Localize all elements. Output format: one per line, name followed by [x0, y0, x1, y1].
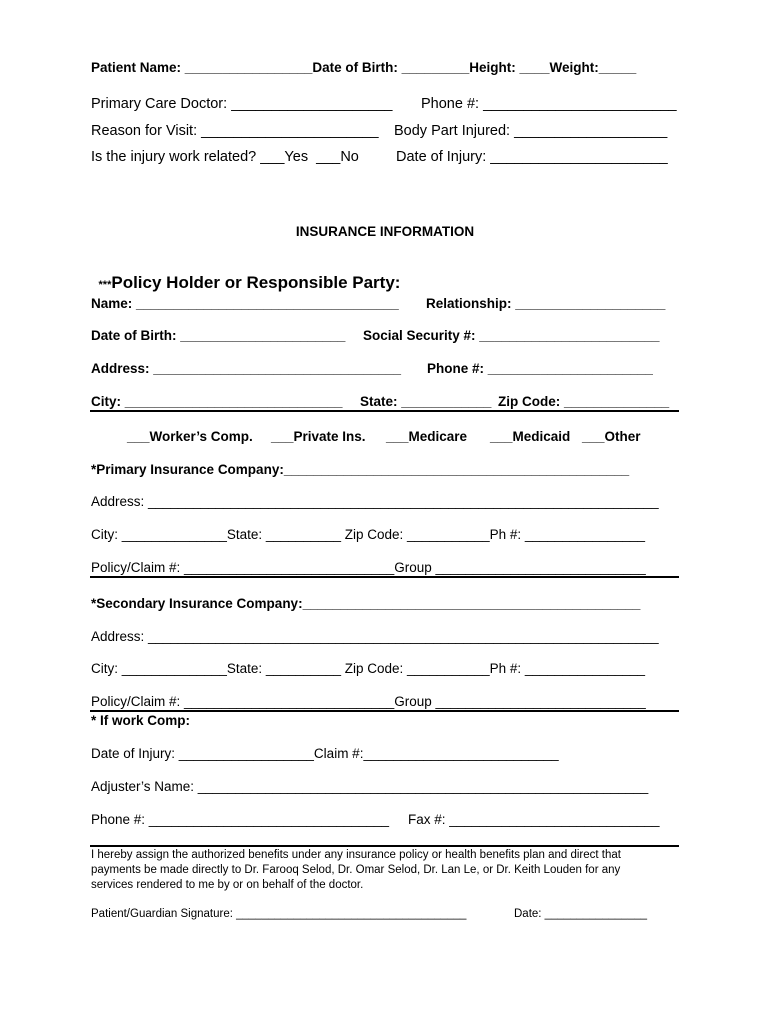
primary-care-doctor-field[interactable]: Primary Care Doctor: ____________________: [91, 96, 393, 112]
holder-dob-field[interactable]: Date of Birth: ______________________: [91, 328, 346, 343]
wc-fax-field[interactable]: Fax #: ____________________________: [408, 812, 660, 827]
holder-city-field[interactable]: City: _____________________________: [91, 394, 343, 409]
holder-zip-field[interactable]: Zip Code: ______________: [498, 394, 670, 409]
secondary-company-field[interactable]: *Secondary Insurance Company:_____________________________________________: [91, 596, 641, 611]
primary-address-field[interactable]: Address: ____________________________________________________________________: [91, 494, 659, 509]
section-divider: [90, 576, 679, 578]
wc-phone-field[interactable]: Phone #: ________________________________: [91, 812, 390, 827]
relationship-field[interactable]: Relationship: ____________________: [426, 296, 666, 311]
type-medicaid[interactable]: ___Medicaid: [490, 429, 571, 444]
work-comp-heading: * If work Comp:: [91, 713, 191, 728]
insurance-heading: INSURANCE INFORMATION: [295, 224, 475, 239]
policy-holder-title: [91, 259, 400, 293]
reason-for-visit-field[interactable]: Reason for Visit: ______________________: [91, 123, 379, 139]
pcp-phone-field[interactable]: Phone #: ________________________: [421, 96, 677, 112]
signature-field[interactable]: Patient/Guardian Signature: ____________________________________: [91, 908, 467, 920]
type-other[interactable]: ___Other: [582, 429, 641, 444]
date-of-injury-field[interactable]: Date of Injury: ______________________: [396, 149, 668, 165]
primary-policy-row[interactable]: Policy/Claim #: ____________________________Group ____________________________: [91, 560, 646, 575]
primary-city-row[interactable]: City: ______________State: __________ Zip Code: ___________Ph #: ________________: [91, 527, 645, 542]
holder-phone-field[interactable]: Phone #: ______________________: [427, 361, 653, 376]
assignment-text-2: payments be made directly to Dr. Farooq Selod, Dr. Omar Selod, Dr. Lan Le, or Dr. Keith Louden for any: [91, 864, 621, 876]
type-private-ins[interactable]: ___Private Ins.: [271, 429, 366, 444]
secondary-address-field[interactable]: Address: ____________________________________________________________________: [91, 629, 659, 644]
ssn-field[interactable]: Social Security #: ________________________: [363, 328, 660, 343]
assignment-text-3: services rendered to me by or on behalf of the doctor.: [91, 879, 364, 891]
primary-company-field[interactable]: *Primary Insurance Company:______________________________________________: [91, 462, 630, 477]
assignment-text-1: I hereby assign the authorized benefits under any insurance policy or health benefits plan and direct that: [91, 849, 621, 861]
patient-info-row[interactable]: Patient Name: _________________Date of Birth: _________Height: ____Weight:_____: [91, 60, 637, 75]
policy-holder-stars: ***: [98, 279, 112, 291]
work-related-field[interactable]: Is the injury work related? ___Yes ___No: [91, 149, 359, 165]
section-divider: [90, 410, 679, 412]
body-part-field[interactable]: Body Part Injured: ___________________: [394, 123, 668, 139]
policy-holder-label: Policy Holder or Responsible Party:: [111, 273, 401, 292]
holder-state-field[interactable]: State: ____________: [360, 394, 492, 409]
holder-address-field[interactable]: Address: _________________________________: [91, 361, 402, 376]
holder-name-field[interactable]: Name: ___________________________________: [91, 296, 399, 311]
secondary-city-row[interactable]: City: ______________State: __________ Zip Code: ___________Ph #: ________________: [91, 661, 645, 676]
type-workers-comp[interactable]: ___Worker’s Comp.: [127, 429, 253, 444]
adjuster-name-field[interactable]: Adjuster’s Name: ____________________________________________________________: [91, 779, 649, 794]
signature-date-field[interactable]: Date: ________________: [514, 908, 648, 920]
section-divider: [90, 710, 679, 712]
type-medicare[interactable]: ___Medicare: [386, 429, 468, 444]
section-divider: [90, 845, 679, 847]
secondary-policy-row[interactable]: Policy/Claim #: ____________________________Group ____________________________: [91, 694, 646, 709]
wc-date-claim-row[interactable]: Date of Injury: __________________Claim #:__________________________: [91, 746, 559, 761]
